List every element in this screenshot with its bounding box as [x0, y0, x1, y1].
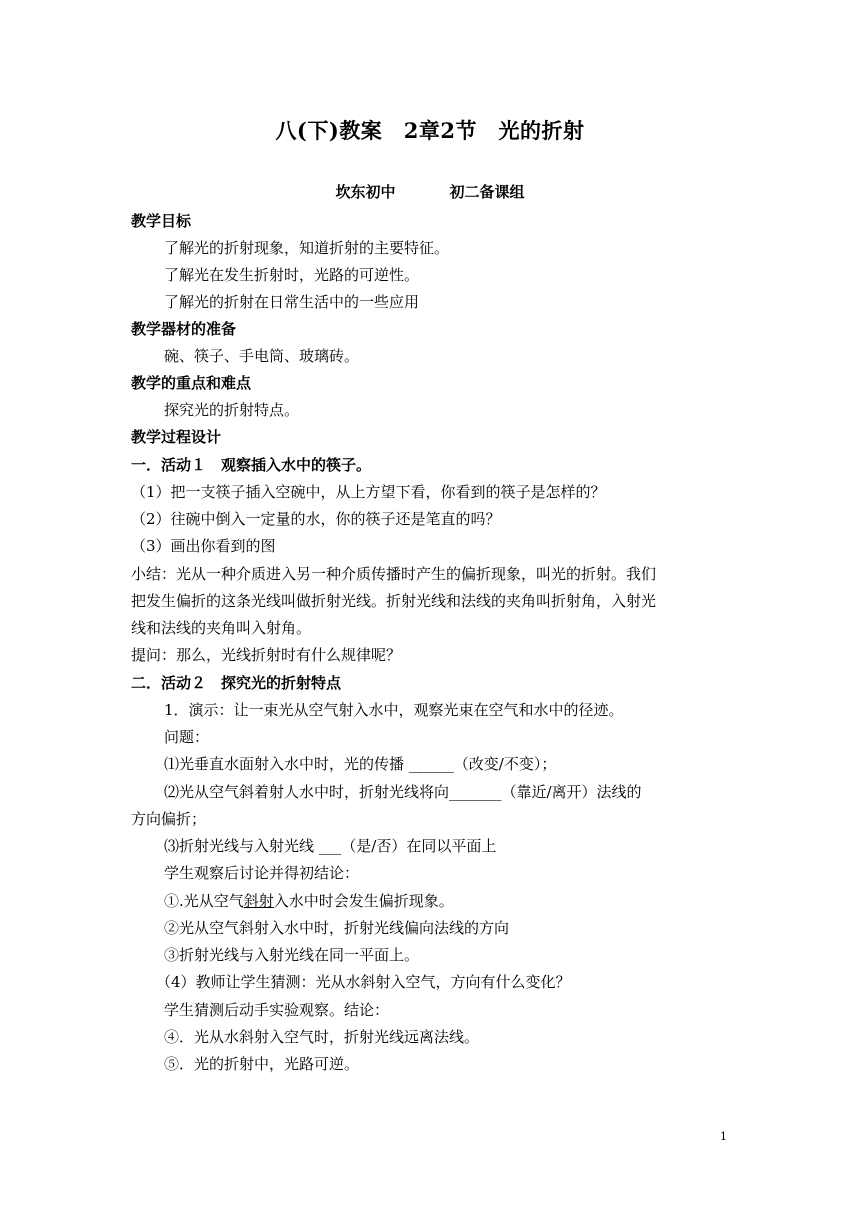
process-heading: 教学过程设计 [131, 428, 222, 446]
keypoints-text: 探究光的折射特点。 [164, 401, 300, 419]
materials-text: 碗、筷子、手电筒、玻璃砖。 [164, 347, 360, 365]
goal-item: 了解光在发生折射时，光路的可逆性。 [164, 266, 420, 284]
activity1-question: （2）往碗中倒入一定量的水，你的筷子还是笔直的吗？ [131, 510, 501, 528]
page-title: 八(下)教案 2章2节 光的折射 [275, 118, 585, 143]
question-line: 提问：那么，光线折射时有什么规律呢？ [131, 646, 402, 664]
problem-item-cont: 方向偏折； [131, 810, 207, 828]
page-number: 1 [720, 1130, 727, 1143]
teacher-question: （4）教师让学生猜测：光从水斜射入空气，方向有什么变化？ [156, 973, 571, 991]
summary-line: 把发生偏折的这条光线叫做折射光线。折射光线和法线的夹角叫折射角，入射光 [131, 592, 657, 610]
author-line [0, 181, 860, 202]
underlined-term: 斜射 [243, 892, 274, 910]
activity1-title: 一．活动１ 观察插入水中的筷子。 [131, 456, 372, 474]
activity1-question: （3）画出你看到的图 [131, 537, 276, 555]
goals-heading: 教学目标 [131, 212, 192, 230]
keypoints-heading: 教学的重点和难点 [131, 374, 252, 392]
problem-item: ⑶折射光线与入射光线 ___（是/否）在同以平面上 [164, 837, 497, 855]
problem-label: 问题： [164, 728, 210, 746]
school-name: 坎东初中 [335, 183, 396, 201]
conclusion-item: ③折射光线与入射光线在同一平面上。 [164, 946, 420, 964]
activity2-title: 二．活动２ 探究光的折射特点 [131, 674, 342, 692]
summary-line: 小结：光从一种介质进入另一种介质传播时产生的偏折现象，叫光的折射。我们 [131, 565, 657, 583]
conclusion-text: 入水中时会发生偏折现象。 [273, 892, 454, 910]
conclusion-text: ①.光从空气 [164, 892, 244, 910]
conclusion-item: ②光从空气斜射入水中时，折射光线偏向法线的方向 [164, 919, 510, 937]
summary-line: 线和法线的夹角叫入射角。 [131, 619, 312, 637]
activity1-question: （1）把一支筷子插入空碗中，从上方望下看，你看到的筷子是怎样的？ [131, 483, 606, 501]
problem-item: ⑵光从空气斜着射人水中时，折射光线将向_______（靠近/离开）法线的 [164, 783, 642, 801]
goal-item: 了解光的折射现象，知道折射的主要特征。 [164, 239, 450, 257]
conclusion-item: ④．光从水斜射入空气时，折射光线远离法线。 [164, 1028, 480, 1046]
materials-heading: 教学器材的准备 [131, 320, 237, 338]
problem-item: ⑴光垂直水面射入水中时，光的传播 ______（改变/不变）； [164, 755, 557, 773]
goal-item: 了解光的折射在日常生活中的一些应用 [164, 293, 420, 311]
guess-line: 学生猜测后动手实验观察。结论： [164, 1001, 390, 1019]
discuss-line: 学生观察后讨论并得初结论： [164, 864, 360, 882]
conclusion-item: ⑤．光的折射中，光路可逆。 [164, 1055, 360, 1073]
demo-line: 1．演示：让一束光从空气射入水中，观察光束在空气和水中的径迹。 [164, 701, 624, 719]
conclusion-item [164, 888, 454, 914]
group-name: 初二备课组 [449, 183, 525, 201]
